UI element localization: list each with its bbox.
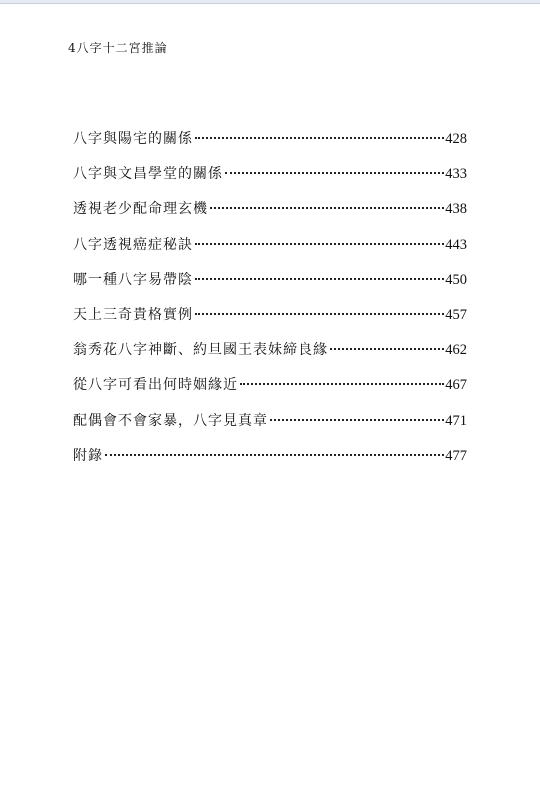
toc-entry[interactable] (73, 439, 467, 474)
toc-entry-page: 438 (445, 201, 467, 218)
running-head: 4八字十二宮推論 (68, 41, 168, 55)
toc-entry[interactable] (73, 228, 467, 263)
toc-entry-title: 八字與陽宅的關係 (73, 131, 193, 147)
top-border (0, 0, 540, 4)
toc-leader-dots (240, 382, 444, 385)
toc-entry-page: 462 (445, 342, 467, 359)
toc-entry[interactable] (73, 192, 467, 227)
toc-leader-dots (330, 347, 444, 350)
toc-leader-dots (270, 418, 444, 421)
toc-leader-dots (195, 277, 444, 280)
toc-entry-title: 從八字可看出何時姻緣近 (73, 377, 238, 394)
toc-entry-page: 457 (445, 306, 467, 323)
toc-leader-dots (195, 242, 444, 245)
toc-entry-title: 透視老少配命理玄機 (73, 201, 208, 218)
toc-leader-dots (210, 206, 444, 209)
toc-entry-title: 翁秀花八字神斷、約旦國王表妹締良緣 (73, 342, 328, 359)
toc-leader-dots (195, 312, 444, 315)
toc-entry-title: 八字與文昌學堂的關係 (73, 166, 223, 183)
toc-entry-title: 配偶會不會家暴，八字見真章 (73, 412, 268, 429)
toc-leader-dots (195, 136, 444, 139)
toc-entry-title: 八字透視癌症秘訣 (73, 236, 193, 253)
toc-entry-page: 450 (445, 271, 467, 288)
toc-entry-page: 467 (445, 377, 467, 394)
toc-entry[interactable] (73, 263, 467, 298)
toc-entry[interactable] (73, 298, 467, 333)
toc-leader-dots (105, 453, 444, 456)
toc-entry-title: 附錄 (73, 447, 103, 464)
toc-leader-dots (225, 171, 444, 174)
toc-entry[interactable] (73, 333, 467, 368)
toc-entry[interactable] (73, 122, 467, 157)
toc-entry-title: 哪一種八字易帶陰 (73, 271, 193, 288)
toc-entry[interactable] (73, 157, 467, 192)
toc-entry[interactable] (73, 368, 467, 403)
toc-entry-page: 428 (445, 131, 467, 147)
toc-entry-page: 477 (445, 447, 467, 464)
toc-entry-page: 471 (445, 412, 467, 429)
toc-entry-page: 433 (445, 166, 467, 183)
toc-entry[interactable] (73, 404, 467, 439)
toc-entry-title: 天上三奇貴格實例 (73, 306, 193, 323)
table-of-contents (73, 122, 467, 474)
toc-entry-page: 443 (445, 236, 467, 253)
